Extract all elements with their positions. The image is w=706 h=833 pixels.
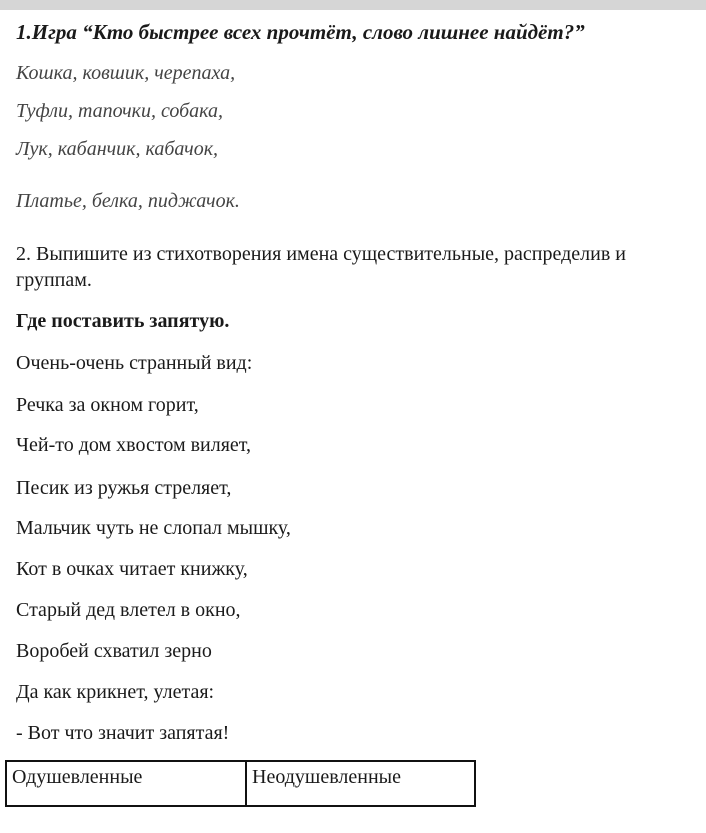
- poem-line-2: Речка за окном горит,: [16, 394, 199, 416]
- poem-line-7: Старый дед влетел в окно,: [16, 599, 241, 621]
- poem-line-1: Очень-очень странный вид:: [16, 352, 253, 374]
- task1-line-3: Лук, кабанчик, кабачок,: [16, 138, 219, 160]
- task2-instruction-line-2: группам.: [16, 269, 92, 291]
- poem-line-3: Чей-то дом хвостом виляет,: [16, 434, 252, 456]
- poem-line-9: Да как крикнет, улетая:: [16, 681, 215, 703]
- poem-line-4: Песик из ружья стреляет,: [16, 477, 232, 499]
- poem-line-5: Мальчик чуть не слопал мышку,: [16, 517, 291, 539]
- page-top-edge: [0, 0, 706, 10]
- poem-title: Где поставить запятую.: [16, 310, 230, 332]
- poem-line-6: Кот в очках читает книжку,: [16, 558, 248, 580]
- task2-instruction-line-1: 2. Выпишите из стихотворения имена существительные, распределив и: [16, 243, 626, 265]
- poem-line-8: Воробей схватил зерно: [16, 640, 212, 662]
- task1-line-2: Туфли, тапочки, собака,: [16, 100, 224, 122]
- task1-line-1: Кошка, ковшик, черепаха,: [16, 62, 236, 84]
- header-inanimate: Неодушевленные: [246, 761, 475, 806]
- task1-line-4: Платье, белка, пиджачок.: [16, 190, 240, 212]
- nouns-table: [5, 760, 476, 807]
- table-row: [6, 761, 475, 806]
- header-animate: Одушевленные: [6, 761, 246, 806]
- task1-title: 1.Игра “Кто быстрее всех прочтёт, слово лишнее найдёт?”: [16, 20, 585, 44]
- poem-line-10: - Вот что значит запятая!: [16, 722, 230, 744]
